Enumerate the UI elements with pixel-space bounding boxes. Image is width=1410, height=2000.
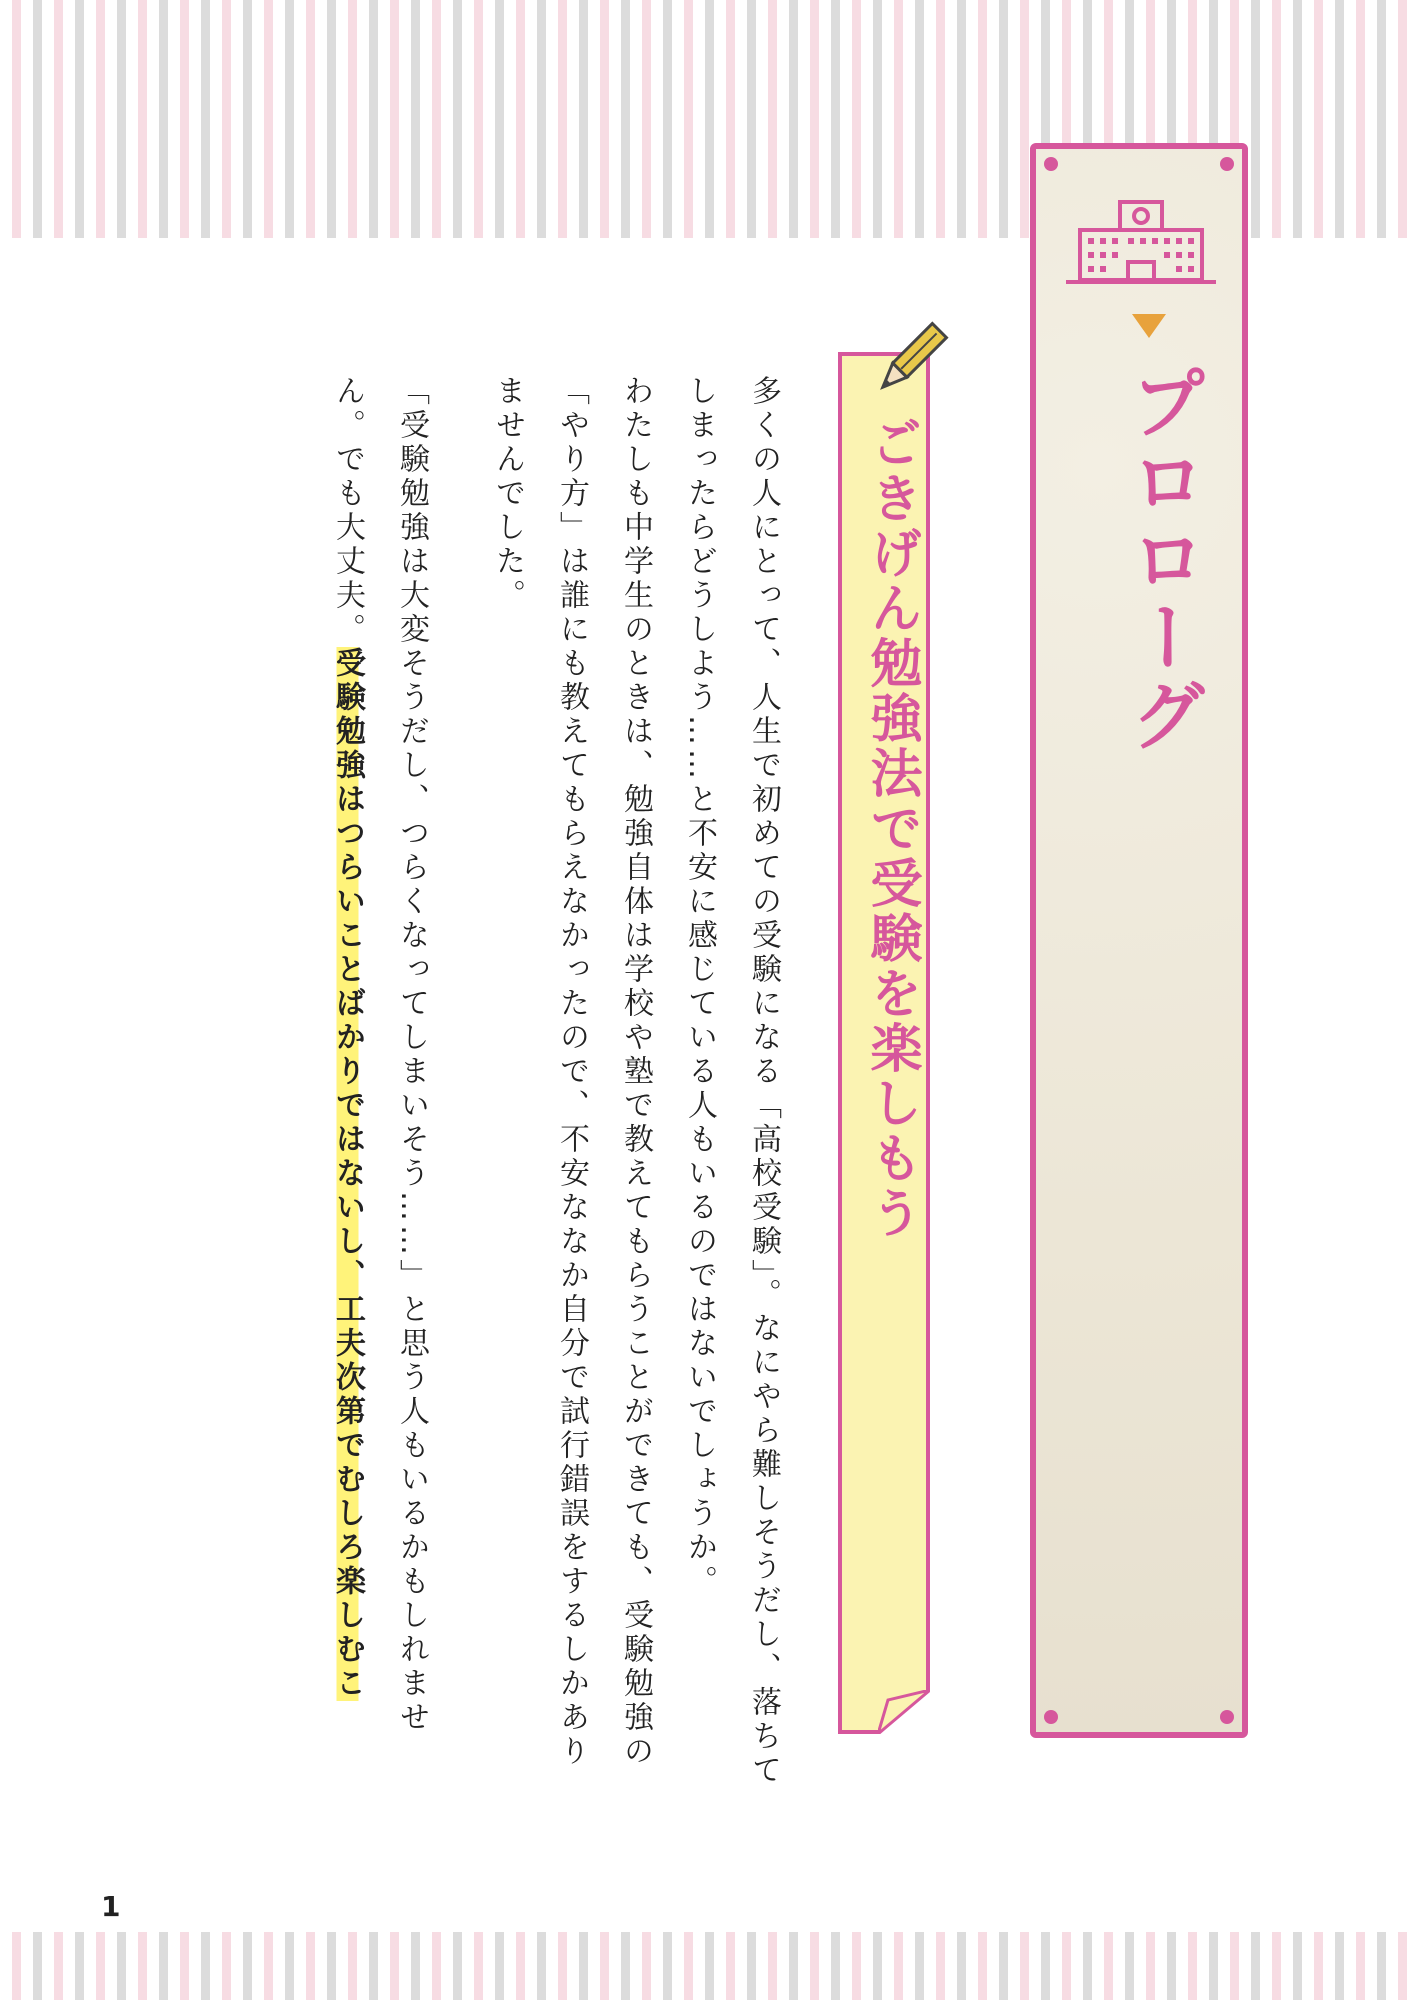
pencil-icon — [866, 318, 952, 404]
subtitle-ribbon — [838, 352, 930, 1734]
school-icon — [1066, 196, 1216, 292]
bottom-stripe-border — [0, 1932, 1410, 2000]
corner-dot — [1044, 1710, 1058, 1724]
corner-dot — [1220, 1710, 1234, 1724]
corner-dot — [1220, 157, 1234, 171]
chapter-banner — [1030, 143, 1248, 1738]
paragraph-2: わたしも中学生のときは、勉強自体は学校や塾で教えてもらうことができても、受験勉強の「やり方」は誰にも教えてもらえなかったので、不安ななか自分で試行錯誤をするしかありませんでした。 — [490, 375, 653, 1769]
chapter-title: プロローグ — [1118, 364, 1207, 754]
paragraph-3-text: 「受験勉強は大変そうだし、つらくなってしまいそう……」と思う人もいるかもしれません。でも大丈夫。 — [330, 375, 429, 1735]
emphasized-text: 受験勉強はつらいことばかりではないし、工夫次第でむしろ楽しむこ — [330, 647, 365, 1701]
chapter-subtitle: ごきげん勉強法で受験を楽しもう — [861, 416, 921, 1241]
paragraph-3 — [315, 375, 443, 1795]
page-number: 1 — [101, 1890, 121, 1923]
ribbon-fold-icon — [878, 1690, 930, 1734]
corner-dot — [1044, 157, 1058, 171]
triangle-icon — [1132, 314, 1166, 338]
body-text — [225, 375, 795, 1795]
paragraph-1: 多くの人にとって、人生で初めての受験になる「高校受験」。なにやら難しそうだし、落ちてしまったらどうしよう……と不安に感じている人もいるのではないでしょうか。 — [682, 375, 781, 1788]
